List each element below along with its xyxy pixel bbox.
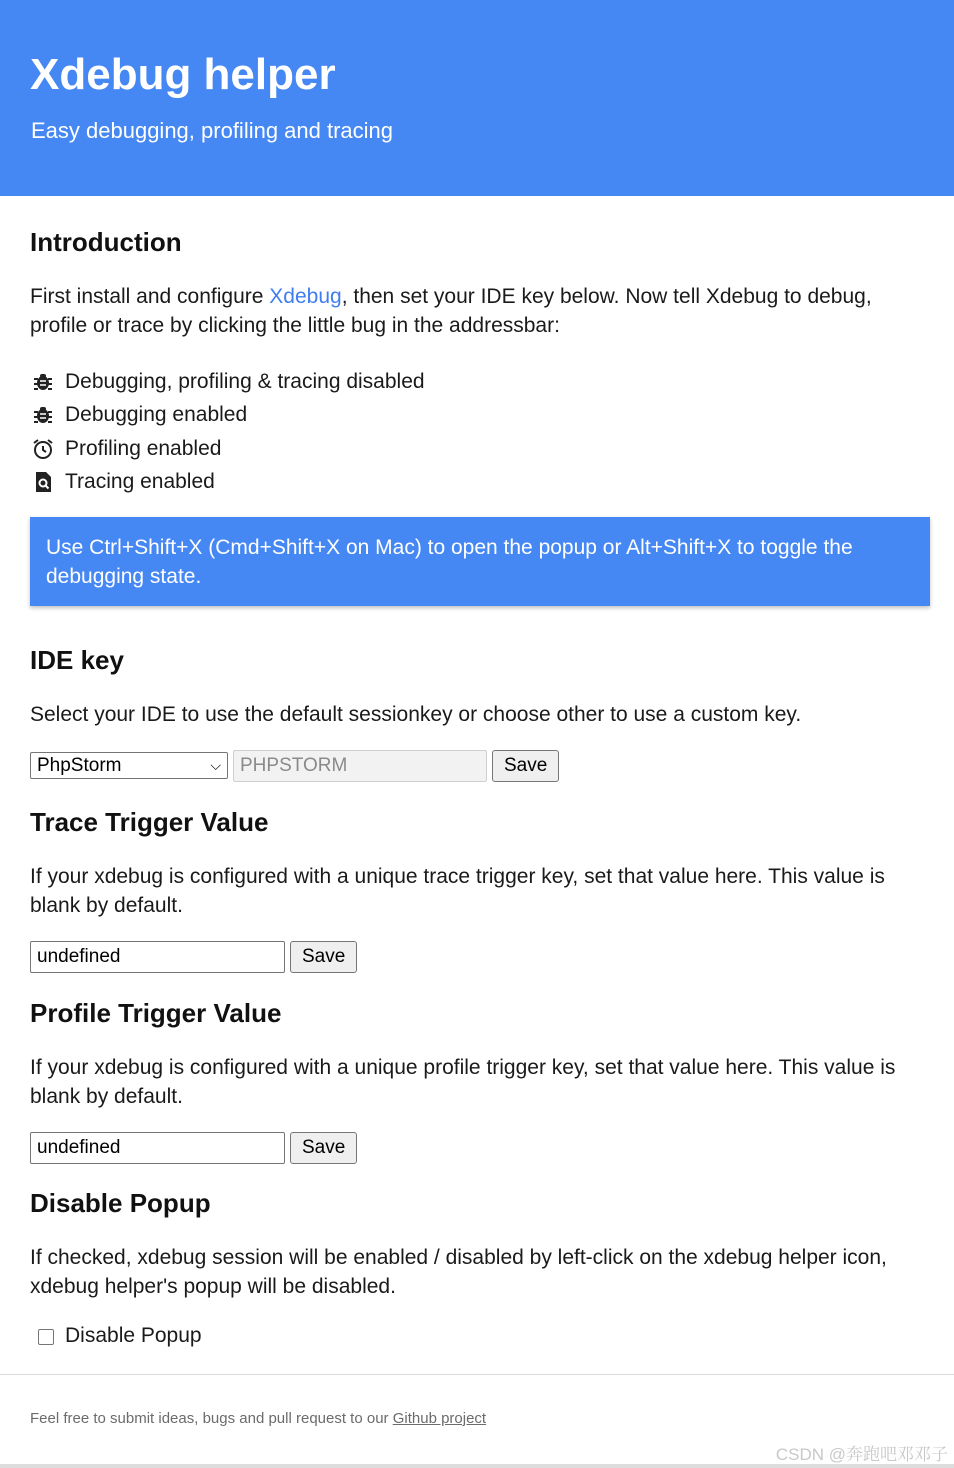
ide-select[interactable] (30, 752, 228, 779)
ide-key-input[interactable]: PHPSTORM (233, 750, 487, 782)
profile-save-button[interactable]: Save (290, 1132, 357, 1164)
ide-text: Select your IDE to use the default sessionkey or choose other to use a custom key. (30, 703, 802, 726)
footer-divider (0, 1374, 954, 1375)
legend-item-tracing (31, 466, 425, 500)
profile-heading: Profile Trigger Value (30, 998, 282, 1028)
ide-select-value: PhpStorm (37, 754, 122, 776)
legend-label-tracing: Tracing enabled (65, 470, 215, 494)
legend-item-disabled (31, 365, 425, 399)
legend-item-profiling (31, 432, 425, 466)
page-title: Xdebug helper (30, 50, 336, 99)
footer-text: Feel free to submit ideas, bugs and pull request to our Github project (30, 1410, 487, 1427)
trace-search-icon (31, 470, 55, 494)
chevron-down-icon: ⌵ (210, 757, 221, 773)
popup-heading: Disable Popup (30, 1188, 211, 1218)
legend-item-debugging (31, 399, 425, 433)
trace-heading: Trace Trigger Value (30, 807, 269, 837)
popup-text: If checked, xdebug session will be enabled / disabled by left-click on the xdebug helper icon, xdebug helper's popup will be disabled. (30, 1246, 887, 1298)
shortcut-notice: Use Ctrl+Shift+X (Cmd+Shift+X on Mac) to open the popup or Alt+Shift+X to toggle the debugging state. (30, 517, 930, 606)
intro-text: First install and configure Xdebug, then set your IDE key below. Now tell Xdebug to debug, profile or trace by clicking the little bug in the addressbar: (30, 285, 872, 337)
bottom-edge (0, 1464, 954, 1468)
ide-heading: IDE key (30, 645, 124, 675)
xdebug-link[interactable]: Xdebug (269, 285, 342, 308)
profile-trigger-input[interactable]: undefined (30, 1132, 285, 1164)
intro-heading: Introduction (30, 227, 182, 257)
github-link[interactable]: Github project (392, 1410, 487, 1427)
legend-label-debugging: Debugging enabled (65, 403, 248, 427)
legend-label-profiling: Profiling enabled (65, 436, 222, 460)
disable-popup-label[interactable]: Disable Popup (65, 1324, 202, 1347)
bug-disabled-icon (31, 370, 55, 394)
page-header (0, 0, 954, 196)
legend-label-disabled: Debugging, profiling & tracing disabled (65, 369, 425, 393)
ide-save-button[interactable]: Save (492, 750, 559, 782)
bug-enabled-icon (31, 403, 55, 427)
alarm-clock-icon (31, 437, 55, 461)
profile-text: If your xdebug is configured with a unique profile trigger key, set that value here. This value is blank by default. (30, 1056, 896, 1108)
trace-save-button[interactable]: Save (290, 941, 357, 973)
trace-text: If your xdebug is configured with a unique trace trigger key, set that value here. This value is blank by default. (30, 865, 885, 917)
page-subtitle: Easy debugging, profiling and tracing (31, 118, 394, 143)
trace-trigger-input[interactable]: undefined (30, 941, 285, 973)
watermark: CSDN @奔跑吧邓邓子 (775, 1445, 948, 1464)
status-legend (31, 365, 425, 499)
disable-popup-checkbox[interactable] (38, 1329, 54, 1345)
